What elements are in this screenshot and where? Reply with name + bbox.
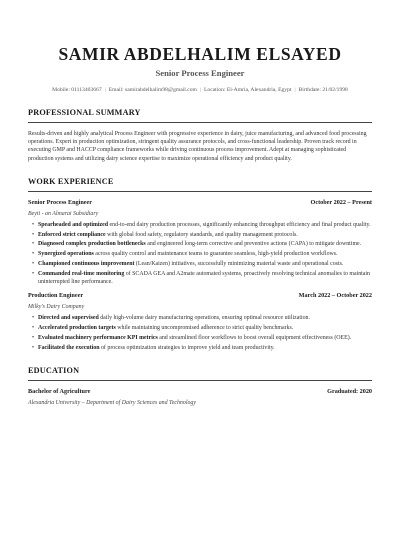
job-bullet xyxy=(28,314,372,322)
bullet-icon: • xyxy=(32,241,35,248)
job-bullet xyxy=(28,324,372,332)
bullet-lead: Diagnosed complex production bottlenecks xyxy=(38,241,146,248)
bullet-icon: • xyxy=(32,325,35,331)
education-heading: EDUCATION xyxy=(28,365,80,375)
job-dates: March 2022 – October 2022 xyxy=(298,292,372,300)
contact-mobile: Mobile: 01113403667 xyxy=(52,87,102,93)
bullet-icon: • xyxy=(32,261,35,267)
job-role: Production Engineer xyxy=(28,292,84,300)
job-header xyxy=(28,199,372,207)
summary-heading: PROFESSIONAL SUMMARY xyxy=(28,108,141,117)
contact-separator: | xyxy=(199,87,201,93)
contact-birthdate: Birthdate: 21/02/1998 xyxy=(298,87,348,93)
bullet-lead: Commanded real-time monitoring xyxy=(38,270,125,277)
bullet-lead: Facilitated the execution xyxy=(38,344,100,351)
job-entry xyxy=(28,199,372,286)
job-company: Beyti - an Almarai Subsidiary xyxy=(28,210,99,217)
bullet-icon: • xyxy=(32,231,35,238)
education-graduated: Graduated: 2020 xyxy=(327,387,372,395)
bullet-lead: Enforced strict compliance xyxy=(38,231,106,238)
bullet-lead: Directed and supervised xyxy=(38,315,99,322)
job-role: Senior Process Engineer xyxy=(28,198,93,206)
section-divider xyxy=(28,191,372,192)
job-bullet xyxy=(28,231,372,239)
candidate-name: SAMIR ABDELHALIM ELSAYED xyxy=(58,44,342,64)
contact-separator: | xyxy=(104,87,106,93)
section-divider xyxy=(28,122,372,123)
job-entry xyxy=(28,292,372,352)
bullet-text: and engineered long-term corrective and preventive actions (CAPA) to mitigate downtime. xyxy=(145,241,362,248)
bullet-text: of process optimization strategies to improve yield and team productivity. xyxy=(99,344,275,351)
bullet-icon: • xyxy=(32,221,35,228)
job-bullet xyxy=(28,240,372,248)
job-bullet xyxy=(28,250,372,258)
bullet-lead: Championed continuous improvement xyxy=(38,261,135,267)
job-bullet xyxy=(28,334,372,342)
job-bullet xyxy=(28,260,372,268)
education-header xyxy=(28,388,372,396)
education-institution: Alexandria University – Department of Dairy Sciences and Technology xyxy=(28,399,196,406)
bullet-text: while maintaining uncompromised adherence to strict quality benchmarks. xyxy=(115,325,294,331)
bullet-icon: • xyxy=(32,270,35,277)
bullet-lead: Evaluated machinery performance KPI metrics xyxy=(38,334,158,341)
job-bullet xyxy=(28,344,372,352)
job-bullet xyxy=(28,270,372,286)
job-company: Milky's Dairy Company xyxy=(28,304,85,311)
bullet-lead: Accelerated production targets xyxy=(38,325,116,331)
summary-text: Results-driven and highly analytical Process Engineer with progressive experience in dairy, juice manufacturing, and advanced food processing operations. Expert in production optimization, stringent quality assurance protocols, and cross-functional leadership. Proven track record in executing GMP and HACCP compliance frameworks while driving continuous process improvement. Adept at managing sophisticated production systems and utilizing dairy science expertise to maximize operational efficiency and product quality. xyxy=(28,131,367,162)
job-bullet xyxy=(28,221,372,229)
bullet-icon: • xyxy=(32,334,35,341)
bullet-icon: • xyxy=(32,344,35,351)
bullet-lead: Spearheaded and optimized xyxy=(38,221,109,228)
candidate-headline: Senior Process Engineer xyxy=(155,68,245,78)
job-header xyxy=(28,292,372,300)
bullet-text: of SCADA GEA and A2mate automated systems, proactively resolving technical anomalies to maintain uninterrupted line performance. xyxy=(38,270,370,285)
bullet-lead: Synergized operations xyxy=(38,251,94,258)
education-degree: Bachelor of Agriculture xyxy=(28,387,91,395)
bullet-text: across quality control and maintenance teams to guarantee seamless, high-yield production workflows. xyxy=(93,251,338,258)
job-bullet-list xyxy=(28,221,372,286)
bullet-text: end-to-end dairy production processes, significantly enhancing throughput efficiency and final product quality. xyxy=(108,221,371,228)
job-bullet-list xyxy=(28,314,372,352)
bullet-icon: • xyxy=(32,251,35,258)
job-dates: October 2022 – Present xyxy=(310,198,372,206)
bullet-text: daily high-volume dairy manufacturing operations, ensuring optimal resource utilization. xyxy=(98,315,310,322)
contact-email[interactable]: Email: samirabdelhalim98@gmail.com xyxy=(108,87,197,93)
section-divider xyxy=(28,380,372,381)
bullet-text: and streamlined floor workflows to boost overall equipment effectiveness (OEE). xyxy=(157,334,352,341)
contact-location: Location: El-Amria, Alexandria, Egypt xyxy=(203,87,292,93)
bullet-text: (Lean/Kaizen) initiatives, successfully minimizing material waste and operational costs. xyxy=(134,261,344,267)
contact-separator: | xyxy=(294,87,296,93)
experience-heading: WORK EXPERIENCE xyxy=(28,176,114,186)
bullet-icon: • xyxy=(32,315,35,322)
contact-line xyxy=(28,86,372,94)
bullet-text: with global food safety, regulatory standards, and quality management protocols. xyxy=(105,231,298,238)
